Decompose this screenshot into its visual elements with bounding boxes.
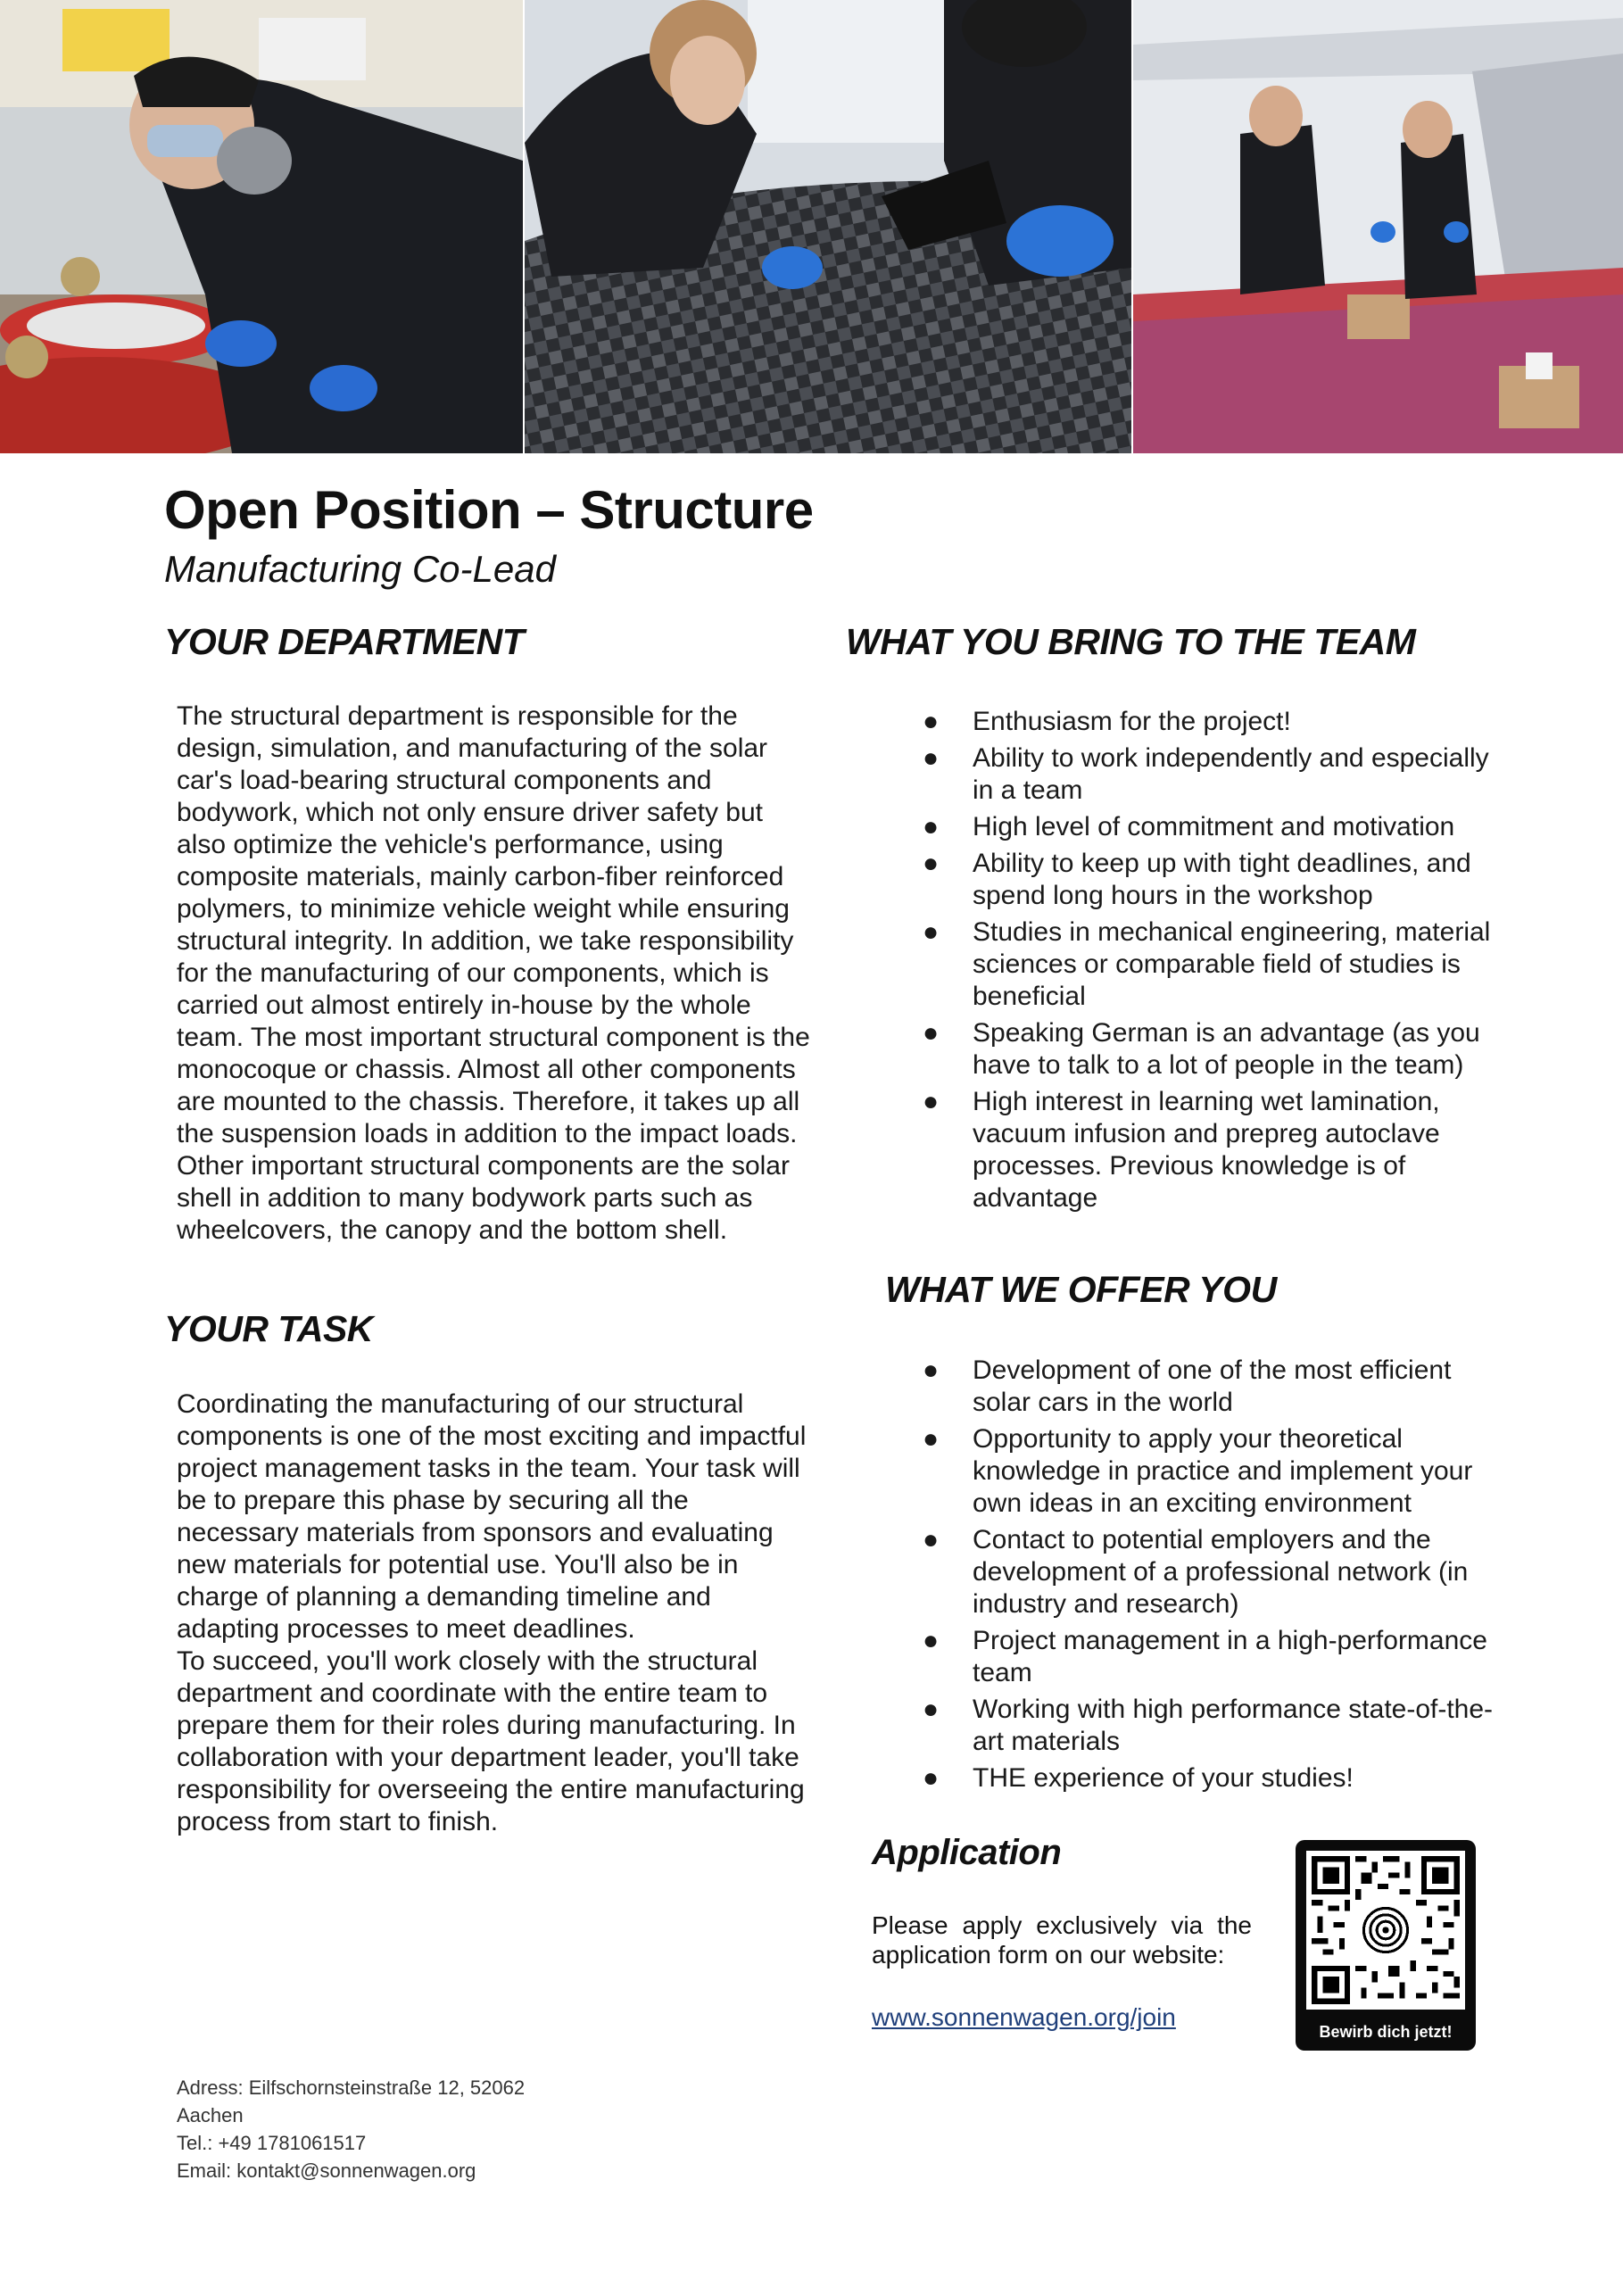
task-heading: YOUR TASK	[164, 1308, 373, 1349]
photo-strip	[0, 0, 1623, 453]
application-heading: Application	[872, 1833, 1062, 1872]
list-item	[923, 1694, 1508, 1758]
list-item-text: High level of commitment and motivation	[973, 812, 1455, 841]
list-item	[923, 1017, 1508, 1082]
list-item-text: Opportunity to apply your theoretical knowledge in practice and implement your own ideas in an exciting environment	[973, 1424, 1473, 1518]
bullet-icon: ●	[923, 707, 940, 736]
bullet-icon: ●	[923, 917, 940, 947]
department-text: The structural department is responsible for the design, simulation, and manufacturing of the solar car's load-bearing structural components and bodywork, which not only ensure driver safety but also optimize the vehicle's performance, using composite materials, mainly carbon-fiber reinforced polymers, to minimize vehicle weight while ensuring structural integrity. In addition, we take responsibility for the manufacturing of our components, which is carried out almost entirely in-house by the whole team. The most important structural component is the monocoque or chassis. Almost all other components are mounted to the chassis. Therefore, it takes up all the suspension loads in addition to the impact loads. Other important structural components are the solar shell in addition to many bodywork parts such as wheelcovers, the canopy and the bottom shell.	[177, 701, 810, 1245]
bullet-icon: ●	[923, 1525, 940, 1554]
bullet-icon: ●	[923, 812, 940, 841]
department-heading: YOUR DEPARTMENT	[164, 621, 525, 662]
bullet-icon: ●	[923, 743, 940, 773]
list-item-text: High interest in learning wet lamination, vacuum infusion and prepreg autoclave processes. Previous knowledge is of advantage	[973, 1087, 1440, 1213]
list-item	[923, 742, 1508, 807]
contact-block	[177, 2074, 525, 2184]
task-paragraph-2: To succeed, you'll work closely with the structural department and coordinate with the entire team to prepare them for their roles during manufacturing. In collaboration with your department leader, you'll take responsibility for overseeing the entire manufacturing process from start to finish.	[177, 1646, 805, 1836]
list-item-text: Ability to keep up with tight deadlines, and spend long hours in the workshop	[973, 849, 1471, 910]
qr-code-icon	[1306, 1851, 1465, 2010]
bullet-icon: ●	[923, 1626, 940, 1655]
page-subtitle: Manufacturing Co-Lead	[164, 548, 556, 590]
address-line-1: Adress: Eilfschornsteinstraße 12, 52062	[177, 2076, 526, 2099]
qr-code-graphic	[1306, 1851, 1465, 2010]
bullet-icon: ●	[923, 1087, 940, 1116]
bullet-icon: ●	[923, 1763, 940, 1793]
list-item	[923, 1355, 1508, 1419]
list-item	[923, 1524, 1508, 1620]
list-item	[923, 1625, 1508, 1689]
phone-number: Tel.: +49 1781061517	[177, 2132, 367, 2154]
list-item-text: Project management in a high-performance team	[973, 1626, 1487, 1687]
list-item	[923, 706, 1508, 738]
bullet-icon: ●	[923, 849, 940, 878]
qr-caption: Bewirb dich jetzt!	[1319, 2023, 1453, 2041]
bullet-icon: ●	[923, 1018, 940, 1048]
address-line-2: Aachen	[177, 2104, 244, 2126]
list-item	[923, 848, 1508, 912]
list-item-text: Ability to work independently and especially in a team	[973, 743, 1489, 805]
list-item	[923, 916, 1508, 1013]
list-item-text: Development of one of the most efficient solar cars in the world	[973, 1355, 1452, 1417]
photo-infusion-tent	[1133, 0, 1623, 453]
list-item-text: Studies in mechanical engineering, material sciences or comparable field of studies is beneficial	[973, 917, 1491, 1011]
photo-workbench	[0, 0, 523, 453]
list-item	[923, 1086, 1508, 1214]
page-title: Open Position – Structure	[164, 480, 814, 540]
offer-heading: WHAT WE OFFER YOU	[885, 1269, 1277, 1310]
list-item-text: Working with high performance state-of-the-art materials	[973, 1695, 1494, 1756]
list-item	[923, 1423, 1508, 1520]
application-link[interactable]: www.sonnenwagen.org/join	[872, 2003, 1176, 2031]
photo-infusion-tent-illustration	[1133, 0, 1623, 453]
task-paragraph-1: Coordinating the manufacturing of our structural components is one of the most exciting and impactful project management tasks in the team. Your task will be to prepare this phase by securing all the necessary materials from sponsors and evaluating new materials for potential use. You'll also be in charge of planning a demanding timeline and adapting processes to meet deadlines.	[177, 1389, 807, 1644]
task-text	[177, 1388, 812, 1838]
photo-carbon-fiber	[525, 0, 1131, 453]
email-address: Email: kontakt@sonnenwagen.org	[177, 2159, 476, 2182]
bullet-icon: ●	[923, 1355, 940, 1385]
bring-heading: WHAT YOU BRING TO THE TEAM	[846, 621, 1416, 662]
list-item-text: Speaking German is an advantage (as you have to talk to a lot of people in the team)	[973, 1018, 1480, 1080]
photo-workbench-illustration	[0, 0, 523, 453]
offer-list	[923, 1355, 1508, 1799]
qr-code-card[interactable]	[1296, 1840, 1476, 2051]
application-text: Please apply exclusively via the application form on our website:	[872, 1911, 1252, 1969]
list-item-text: Contact to potential employers and the development of a professional network (in industry and research)	[973, 1525, 1469, 1619]
bullet-icon: ●	[923, 1695, 940, 1724]
list-item-text: Enthusiasm for the project!	[973, 707, 1291, 736]
list-item-text: THE experience of your studies!	[973, 1763, 1354, 1793]
bullet-icon: ●	[923, 1424, 940, 1454]
list-item	[923, 811, 1508, 843]
list-item	[923, 1762, 1508, 1795]
bring-list	[923, 706, 1508, 1219]
photo-carbon-fiber-illustration	[525, 0, 1131, 453]
